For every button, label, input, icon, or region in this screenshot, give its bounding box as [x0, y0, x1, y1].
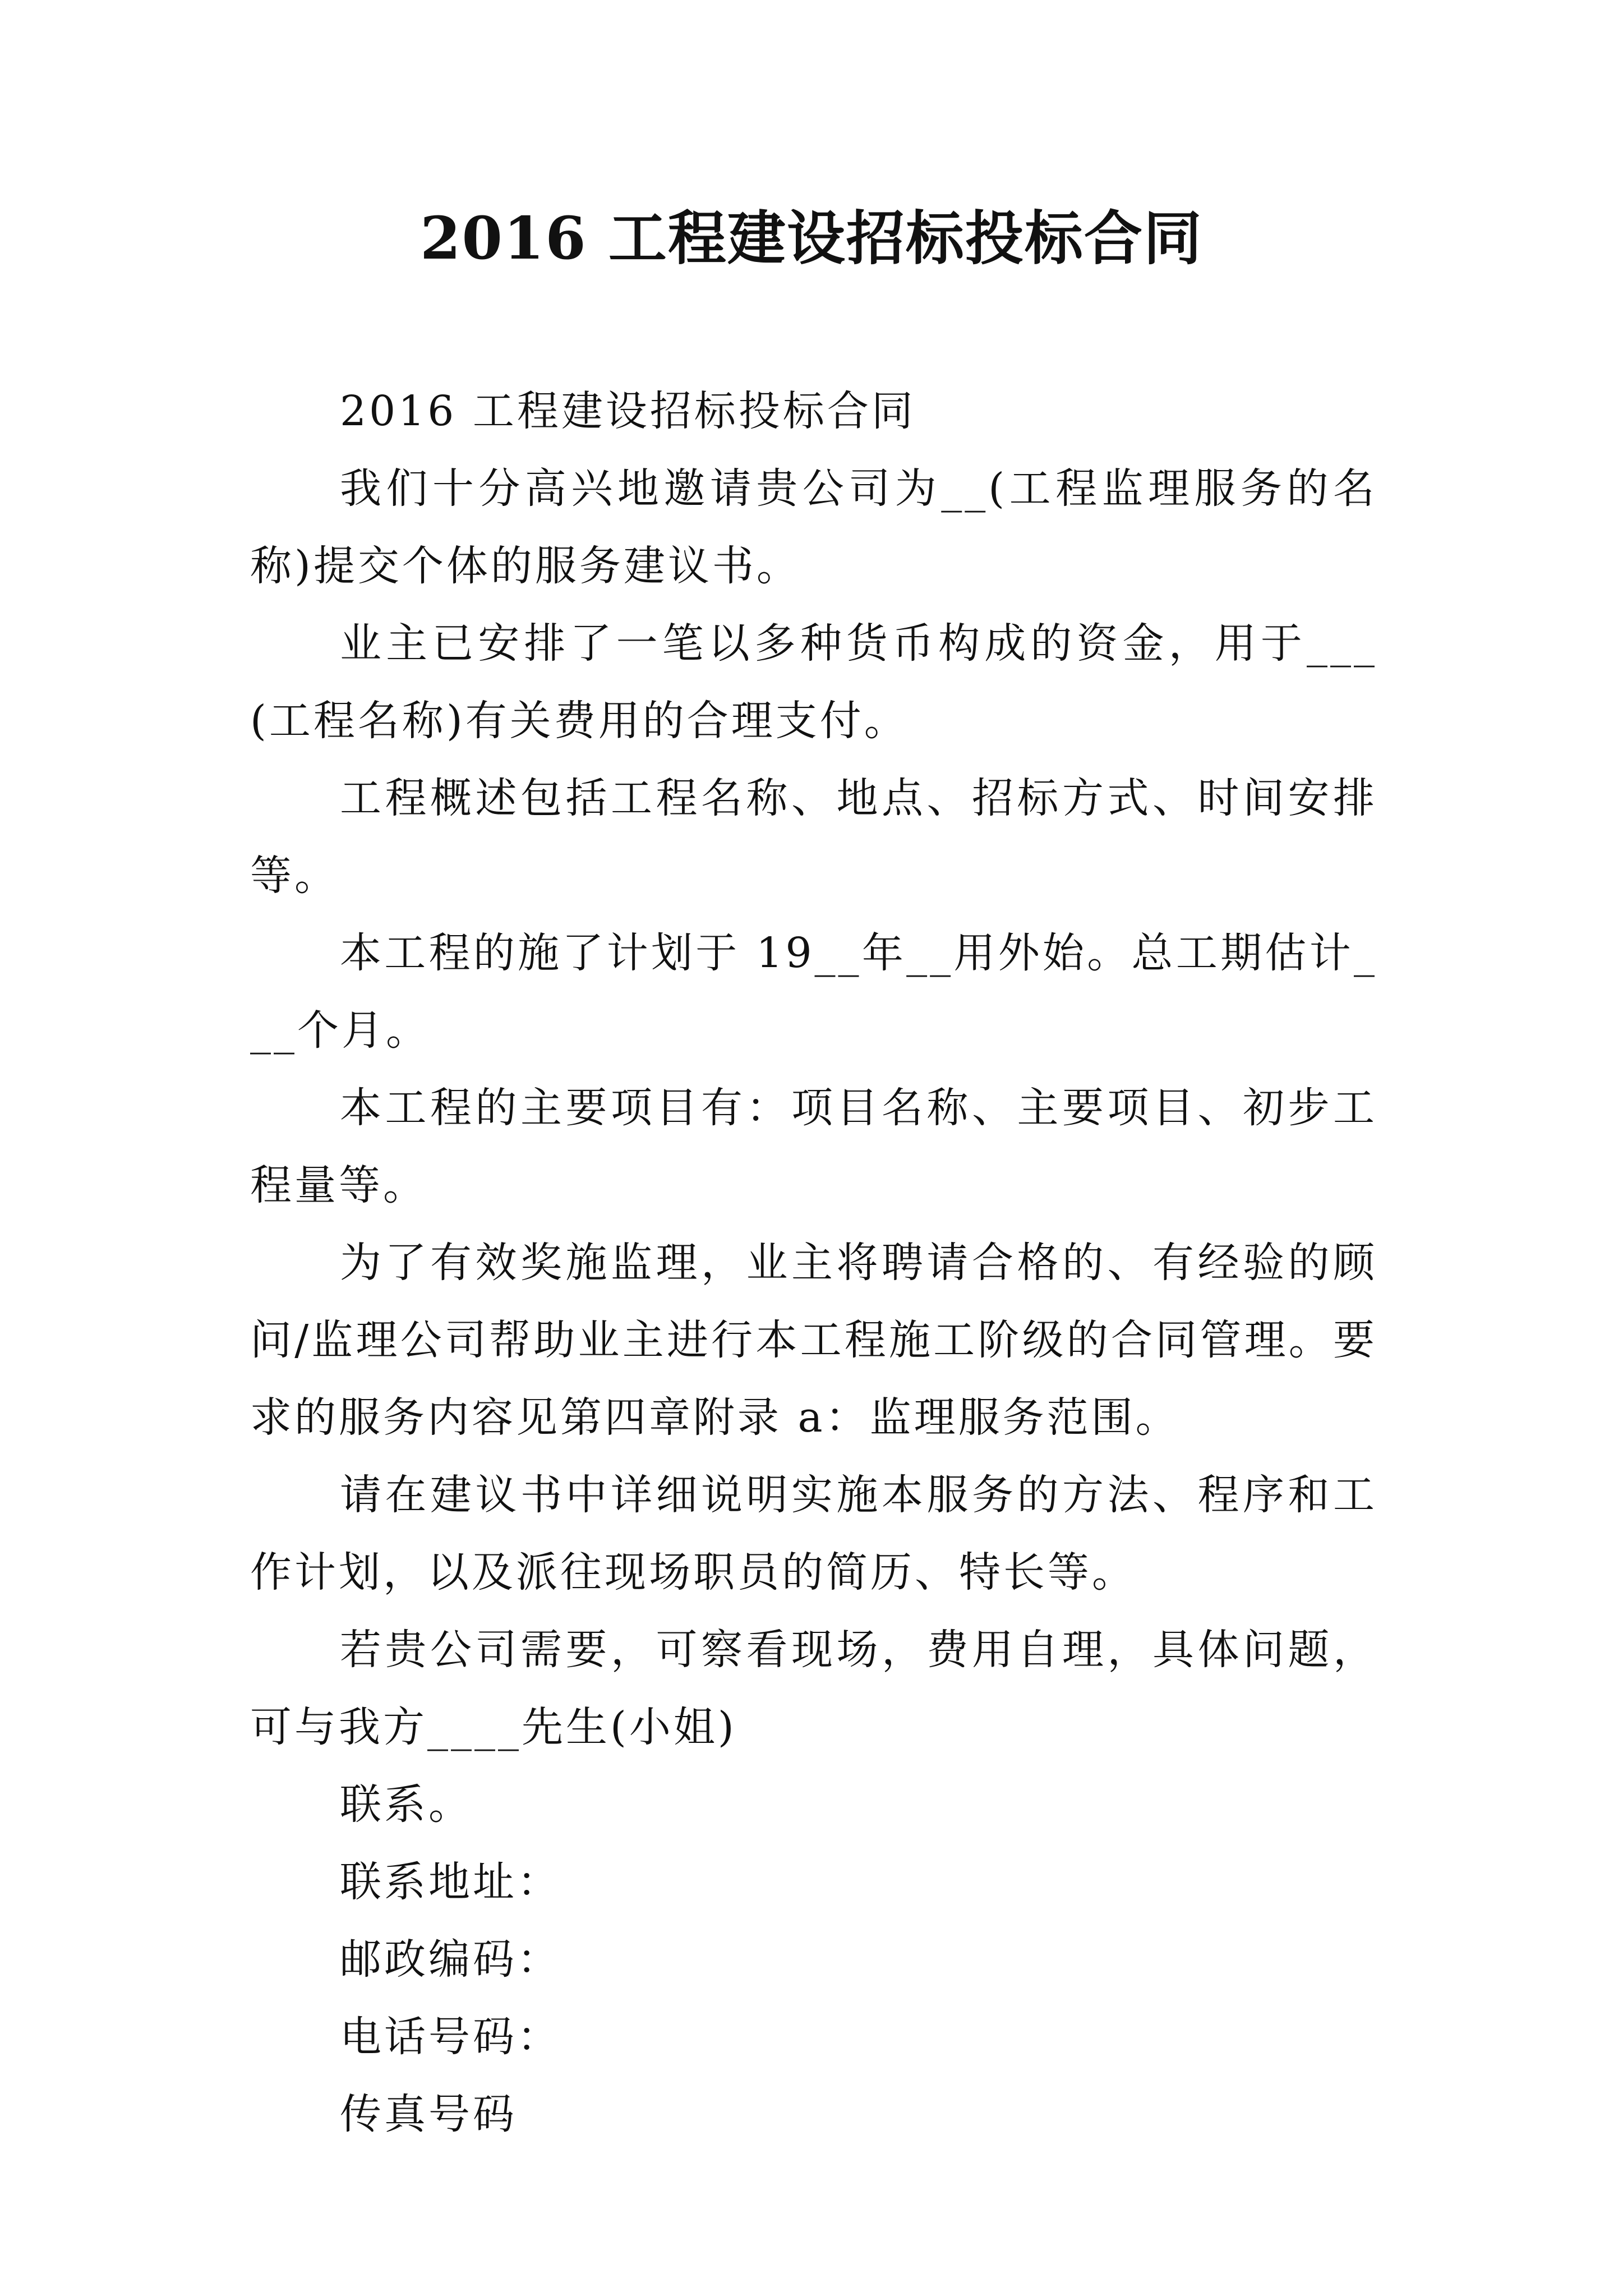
paragraph-proposal-details: 请在建议书中详细说明实施本服务的方法、程序和工作计划，以及派往现场职员的简历、特长等。	[250, 1471, 1377, 1596]
paragraph-main-items: 本工程的主要项目有：项目名称、主要项目、初步工程量等。	[250, 1084, 1377, 1209]
postal-code-label: 邮政编码：	[340, 1935, 561, 1984]
fax-number-label: 传真号码	[340, 2090, 517, 2138]
paragraph-overview: 工程概述包括工程名称、地点、招标方式、时间安排等。	[250, 774, 1377, 900]
paragraph-funding: 业主已安排了一笔以多种货币构成的资金，用于___(工程名称)有关费用的合理支付。	[250, 619, 1377, 745]
document-body	[250, 372, 1377, 2153]
paragraph-heading: 2016 工程建设招标投标合同	[340, 387, 916, 435]
paragraph-schedule: 本工程的施了计划于 19__年__用外始。总工期估计___个月。	[250, 929, 1377, 1055]
paragraph-contact: 联系。	[340, 1780, 473, 1829]
paragraph-supervision: 为了有效奖施监理，业主将聘请合格的、有经验的顾问/监理公司帮助业主进行本工程施工阶级的合同管理。要求的服务内容见第四章附录 a：监理服务范围。	[250, 1239, 1377, 1442]
paragraph-invitation: 我们十分高兴地邀请贵公司为__(工程监理服务的名称)提交个体的服务建议书。	[250, 464, 1377, 590]
phone-number-label: 电话号码：	[340, 2013, 561, 2061]
paragraph-site-visit: 若贵公司需要，可察看现场，费用自理，具体问题，可与我方____先生(小姐)	[250, 1626, 1377, 1751]
contact-address-label: 联系地址：	[340, 1858, 561, 1906]
document-title: 2016 工程建设招标投标合同	[420, 204, 1203, 273]
